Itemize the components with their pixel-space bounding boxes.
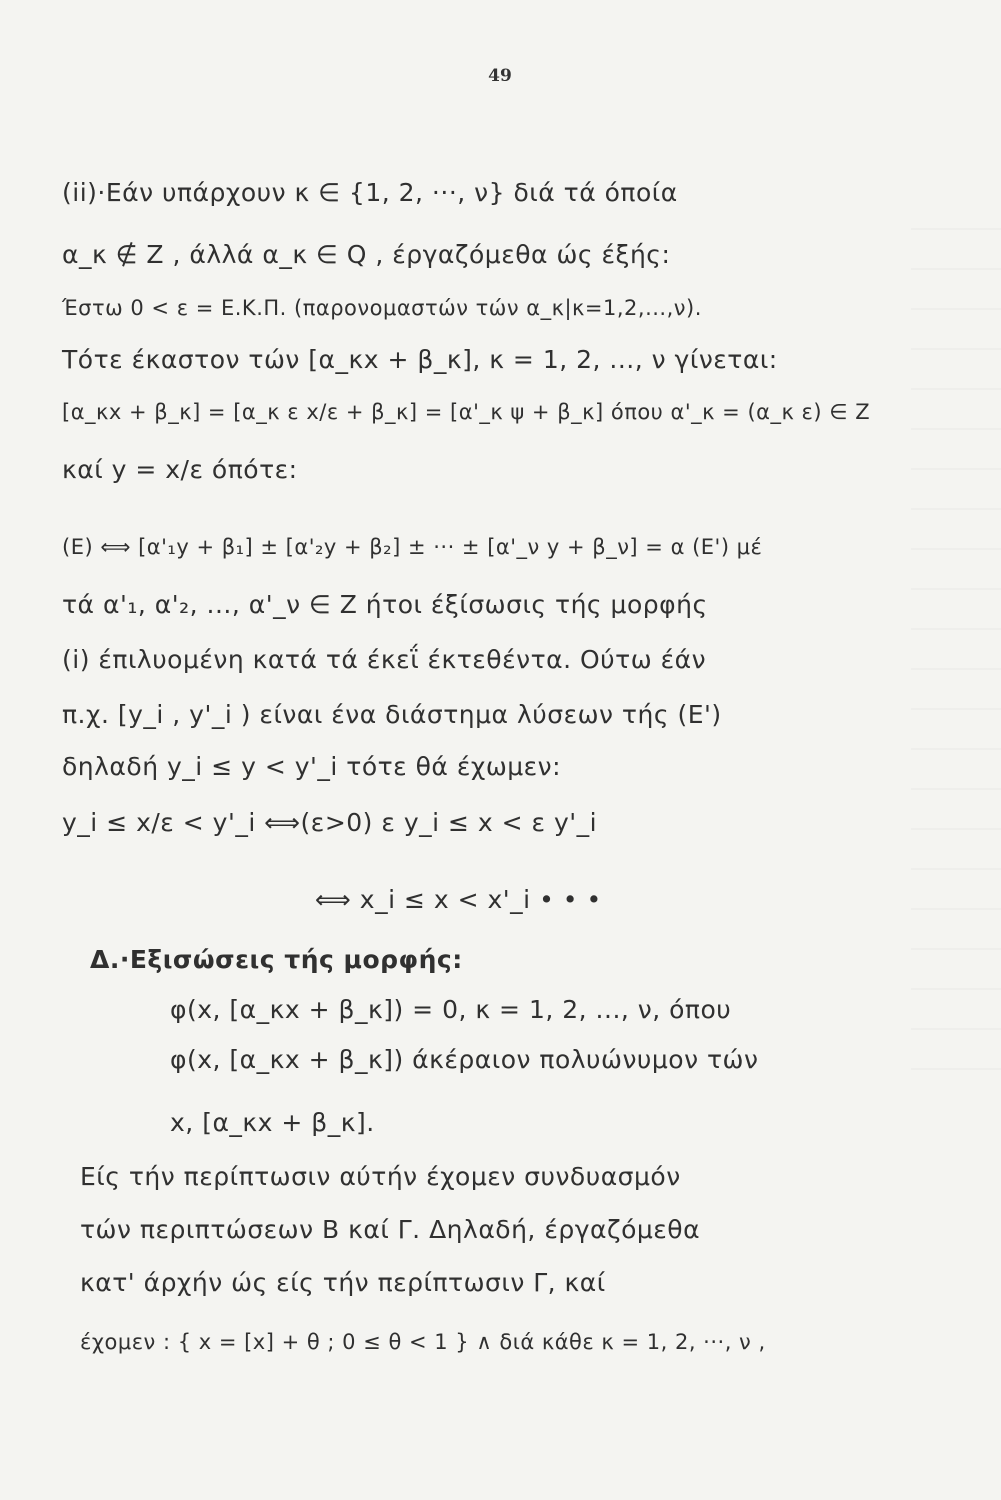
formula-line-12: y_i ≤ x/ε < y'_i ⟺(ε>0) ε y_i ≤ x < ε y'_i [62, 808, 598, 837]
formula-line-5: [α_κx + β_κ] = [α_κ ε x/ε + β_κ] = [α'_κ ψ + β_κ] όπου α'_κ = (α_κ ε) ∈ Z [62, 400, 871, 424]
text-line-16: φ(x, [α_κx + β_κ]) άκέραιον πολυώνυμον τών [170, 1045, 759, 1074]
text-line-4: Τότε έκαστον τών [α_κx + β_κ], κ = 1, 2, ..., ν γίνεται: [62, 345, 778, 374]
formula-line-21: έχομεν : { x = [x] + θ ; 0 ≤ θ < 1 } ∧ διά κάθε κ = 1, 2, ···, ν , [80, 1330, 766, 1354]
section-heading-delta: Δ.·Εξισώσεις τής μορφής: [90, 945, 463, 974]
text-line-1: (ii)·Εάν υπάρχουν κ ∈ {1, 2, ···, ν} διά τά όποία [62, 178, 678, 207]
text-line-19: τών περιπτώσεων Β καί Γ. Δηλαδή, έργαζόμεθα [80, 1215, 701, 1244]
bleed-through-shadow [911, 190, 1001, 1090]
formula-line-15: φ(x, [α_κx + β_κ]) = 0, κ = 1, 2, ..., ν, όπου [170, 995, 732, 1024]
text-line-11: δηλαδή y_i ≤ y < y'_i τότε θά έχωμεν: [62, 752, 562, 781]
text-line-3: Έστω 0 < ε = Ε.Κ.Π. (παρονομαστών τών α_κ|κ=1,2,...,ν). [62, 296, 702, 320]
page-number: 49 [488, 66, 512, 86]
formula-line-13: ⟺ x_i ≤ x < x'_i • • • [315, 885, 602, 914]
text-line-8: τά α'₁, α'₂, ..., α'_ν ∈ Z ήτοι έξίσωσις τής μορφής [62, 590, 708, 619]
text-line-17: x, [α_κx + β_κ]. [170, 1108, 375, 1137]
text-line-2: α_κ ∉ Z , άλλά α_κ ∈ Q , έργαζόμεθα ώς έξής: [62, 240, 671, 269]
text-line-6: καί y = x/ε όπότε: [62, 455, 298, 484]
equation-line-7: (E) ⟺ [α'₁y + β₁] ± [α'₂y + β₂] ± ··· ± [α'_ν y + β_ν] = α (E') μέ [62, 535, 763, 559]
text-line-18: Είς τήν περίπτωσιν αύτήν έχομεν συνδυασμόν [80, 1162, 681, 1191]
text-line-20: κατ' άρχήν ώς είς τήν περίπτωσιν Γ, καί [80, 1268, 606, 1297]
text-line-9: (i) έπιλυομένη κατά τά έκεΐ έκτεθέντα. Ούτω έάν [62, 645, 707, 674]
text-line-10: π.χ. [y_i , y'_i ) είναι ένα διάστημα λύσεων τής (E') [62, 700, 722, 729]
